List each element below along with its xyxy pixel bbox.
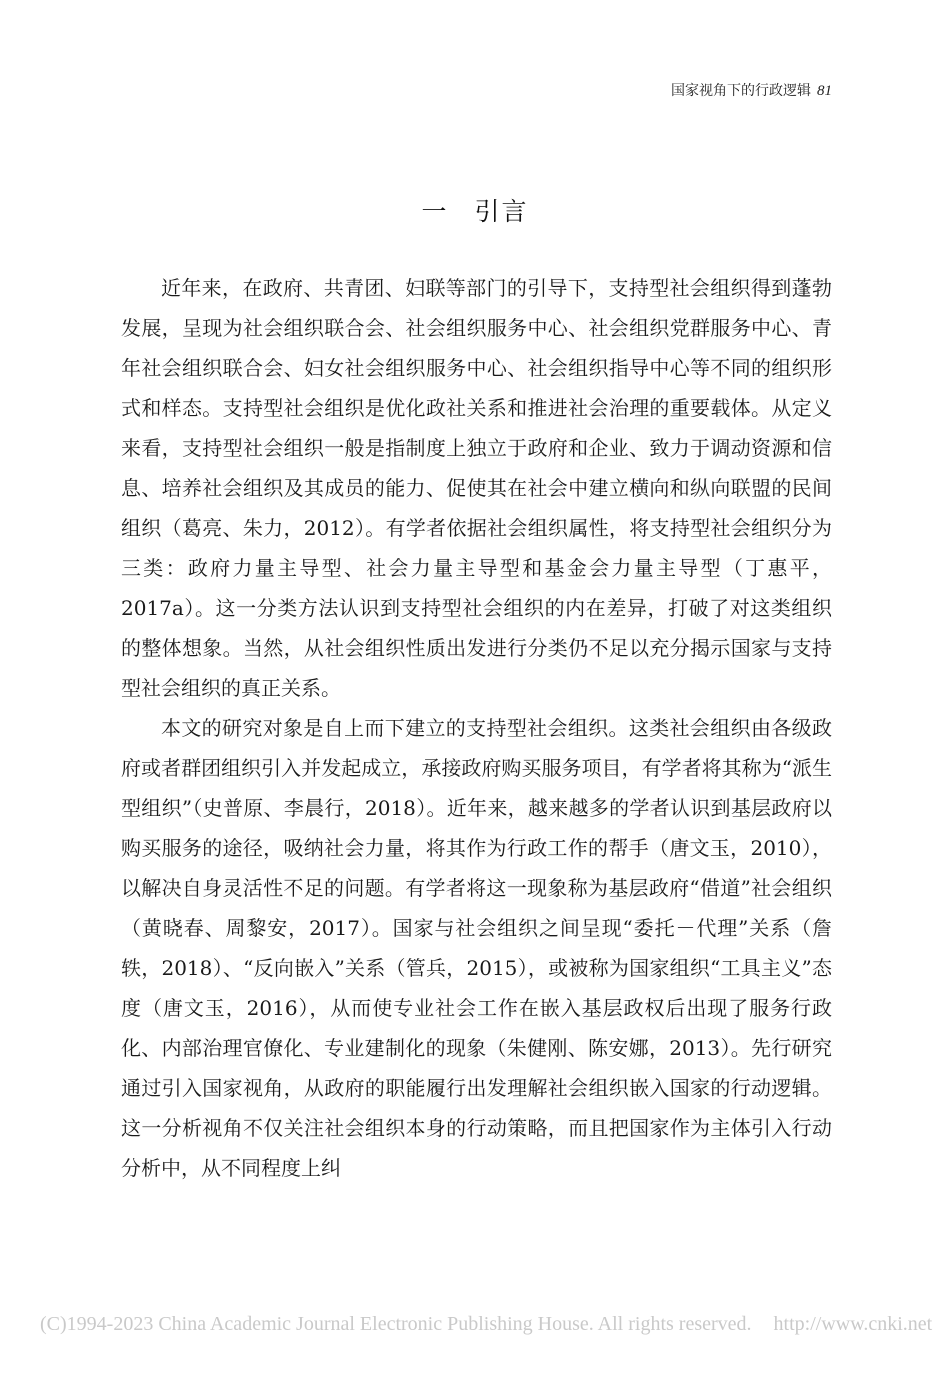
page-number: 81 [817, 83, 832, 99]
section-number: 一 [421, 197, 449, 226]
body-text [121, 268, 832, 1188]
paragraph-research-object: 本文的研究对象是自上而下建立的支持型社会组织。这类社会组织由各级政府或者群团组织引入并发起成立，承接政府购买服务项目，有学者将其称为“派生型组织”（史普原、李晨行，2018）。近年来，越来越多的学者认识到基层政府以购买服务的途径，吸纳社会力量，将其作为行政工作的帮手（唐文玉，2010），以解决自身灵活性不足的问题。有学者将这一现象称为基层政府“借道”社会组织（黄晓春、周黎安，2017）。国家与社会组织之间呈现“委托－代理”关系（詹轶，2018）、“反向嵌入”关系（管兵，2015），或被称为国家组织“工具主义”态度（唐文玉，2016），从而使专业社会工作在嵌入基层政权后出现了服务行政化、内部治理官僚化、专业建制化的现象（朱健刚、陈安娜，2013）。先行研究通过引入国家视角，从政府的职能履行出发理解社会组织嵌入国家的行动逻辑。这一分析视角不仅关注社会组织本身的行动策略，而且把国家作为主体引入行动分析中，从不同程度上纠 [121, 716, 832, 1180]
running-header [671, 80, 832, 100]
footer-url[interactable]: http://www.cnki.net [773, 1313, 933, 1335]
copyright-footer [40, 1313, 950, 1336]
section-heading [0, 192, 950, 228]
copyright-text: (C)1994-2023 China Academic Journal Electronic Publishing House. All rights reserved. [40, 1313, 752, 1335]
section-title: 引言 [474, 197, 529, 226]
paragraph-intro: 近年来，在政府、共青团、妇联等部门的引导下，支持型社会组织得到蓬勃发展，呈现为社会组织联合会、社会组织服务中心、社会组织党群服务中心、青年社会组织联合会、妇女社会组织服务中心、社会组织指导中心等不同的组织形式和样态。支持型社会组织是优化政社关系和推进社会治理的重要载体。从定义来看，支持型社会组织一般是指制度上独立于政府和企业、致力于调动资源和信息、培养社会组织及其成员的能力、促使其在社会中建立横向和纵向联盟的民间组织（葛亮、朱力，2012）。有学者依据社会组织属性，将支持型社会组织分为三类：政府力量主导型、社会力量主导型和基金会力量主导型（丁惠平，2017a）。这一分类方法认识到支持型社会组织的内在差异，打破了对这类组织的整体想象。当然，从社会组织性质出发进行分类仍不足以充分揭示国家与支持型社会组织的真正关系。 [121, 276, 832, 700]
running-title: 国家视角下的行政逻辑 [671, 83, 811, 99]
